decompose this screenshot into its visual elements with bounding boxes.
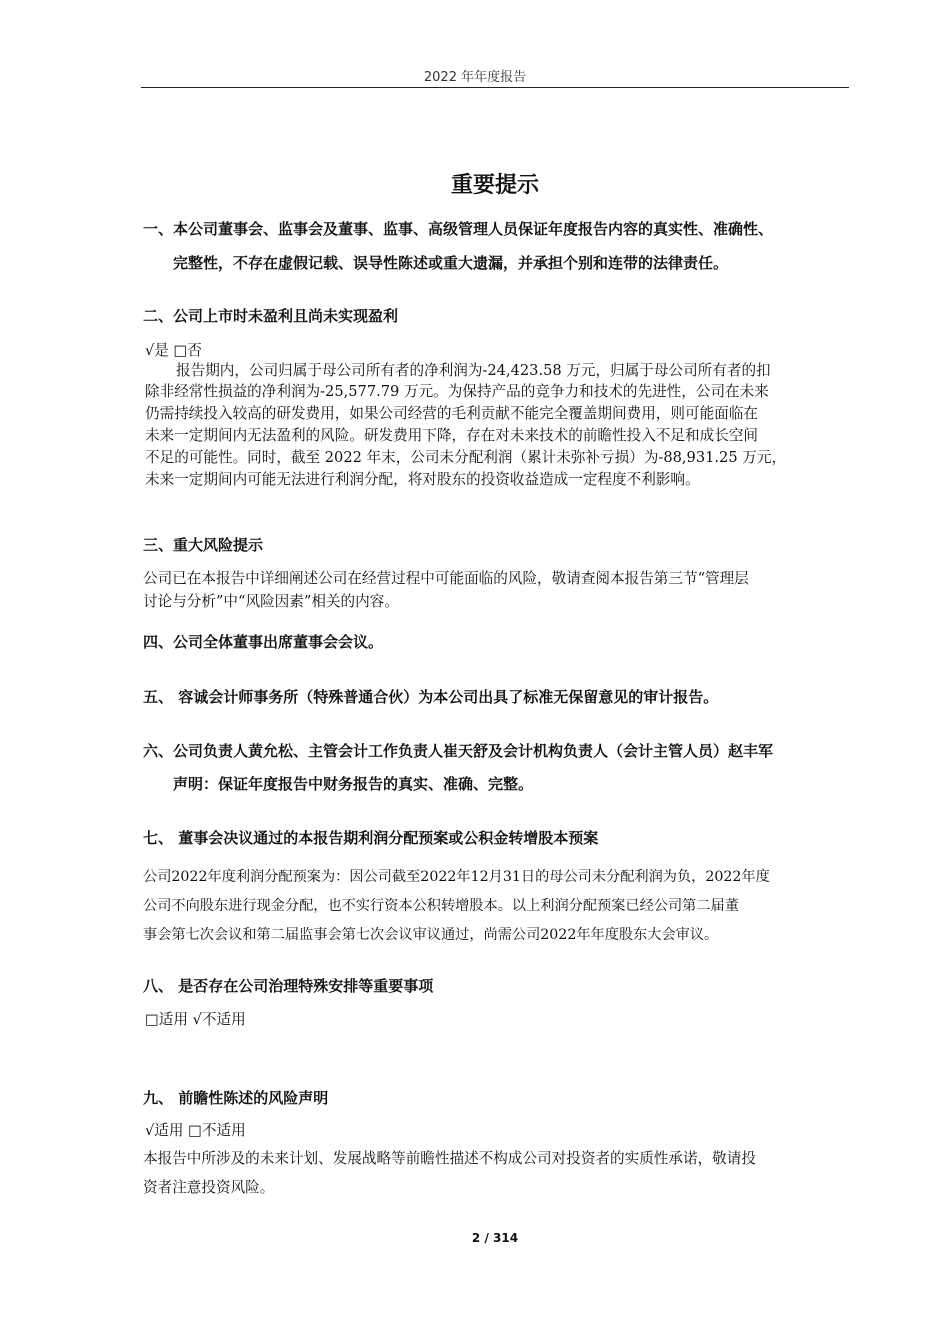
- section-1-line-1: 一、本公司董事会、监事会及董事、监事、高级管理人员保证年度报告内容的真实性、准确性、: [143, 220, 774, 238]
- section-7-paragraph-line: 公司不向股东进行现金分配，也不实行资本公积转增股本。以上利润分配预案已经公司第二届董: [143, 898, 739, 914]
- running-header: 2022 年年度报告: [423, 70, 527, 85]
- section-5-heading: 五、 容诚会计师事务所（特殊普通合伙）为本公司出具了标准无保留意见的审计报告。: [143, 688, 719, 706]
- page-title: 重要提示: [450, 173, 539, 198]
- section-2-paragraph-line: 仍需持续投入较高的研发费用，如果公司经营的毛利贡献不能完全覆盖期间费用，则可能面临在: [145, 405, 758, 422]
- section-2-paragraph-line: 未来一定期间内可能无法进行利润分配，将对股东的投资收益造成一定程度不利影响。: [145, 471, 700, 488]
- section-9-paragraph-line: 资者注意投资风险。: [143, 1179, 275, 1196]
- section-3-paragraph-line: 讨论与分析”中“风险因素”相关的内容。: [143, 593, 399, 610]
- section-9-paragraph-line: 本报告中所涉及的未来计划、发展战略等前瞻性描述不构成公司对投资者的实质性承诺，敬请投: [143, 1150, 756, 1167]
- section-2-paragraph-line: 未来一定期间内无法盈利的风险。研发费用下降，存在对未来技术的前瞻性投入不足和成长空间: [145, 427, 758, 444]
- section-7-paragraph-line: 事会第七次会议和第二届监事会第七次会议审议通过，尚需公司2022年年度股东大会审议。: [143, 927, 719, 943]
- section-7-heading: 七、 董事会决议通过的本报告期利润分配预案或公积金转增股本预案: [143, 829, 599, 847]
- section-2-paragraph-line: 不足的可能性。同时，截至 2022 年末，公司未分配利润（累计未弥补亏损）为-88,931.25 万元，: [145, 449, 787, 466]
- section-2-checkbox: √是 □否: [145, 342, 202, 359]
- section-7-paragraph-line: 公司2022年度利润分配预案为：因公司截至2022年12月31日的母公司未分配利润为负，2022年度: [143, 869, 770, 885]
- section-6-line-2: 声明：保证年度报告中财务报告的真实、准确、完整。: [173, 775, 534, 793]
- section-8-heading: 八、 是否存在公司治理特殊安排等重要事项: [143, 977, 434, 995]
- page-number: 2 / 314: [471, 1231, 519, 1245]
- section-4-heading: 四、公司全体董事出席董事会会议。: [143, 633, 384, 651]
- section-2-paragraph-line: 除非经常性损益的净利润为-25,577.79 万元。为保持产品的竞争力和技术的先进性，公司在未来: [145, 383, 769, 400]
- header-divider: [141, 87, 849, 88]
- section-6-line-1: 六、公司负责人黄允松、主管会计工作负责人崔天舒及会计机构负责人（会计主管人员）赵丰军: [143, 742, 774, 760]
- section-8-checkbox: □适用 √不适用: [145, 1011, 246, 1028]
- section-2-heading: 二、公司上市时未盈利且尚未实现盈利: [143, 307, 399, 325]
- section-3-paragraph-line: 公司已在本报告中详细阐述公司在经营过程中可能面临的风险，敬请查阅本报告第三节“管理层: [143, 570, 749, 587]
- section-9-checkbox: √适用 □不适用: [145, 1122, 246, 1139]
- section-2-paragraph-line: 报告期内，公司归属于母公司所有者的净利润为-24,423.58 万元，归属于母公司所有者的扣: [176, 362, 771, 379]
- section-9-heading: 九、 前瞻性陈述的风险声明: [143, 1089, 329, 1107]
- section-3-heading: 三、重大风险提示: [143, 536, 264, 554]
- section-1-line-2: 完整性，不存在虚假记载、误导性陈述或重大遗漏，并承担个别和连带的法律责任。: [173, 254, 729, 272]
